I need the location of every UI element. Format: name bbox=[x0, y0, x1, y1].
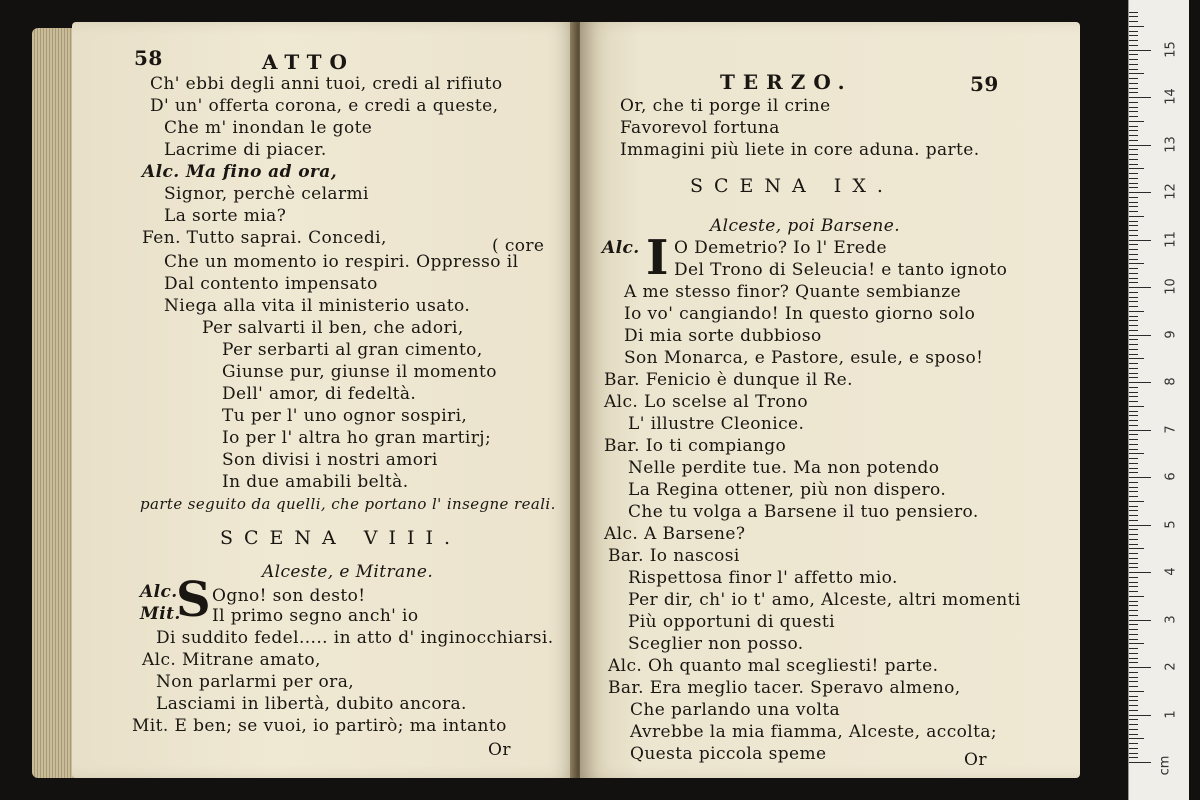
text-line: Che tu volga a Barsene il tuo pensiero. bbox=[628, 502, 979, 522]
text-line: Ch' ebbi degli anni tuoi, credi al rifiuto bbox=[150, 74, 503, 94]
ruler-tick bbox=[1129, 69, 1138, 70]
ruler-tick bbox=[1129, 159, 1138, 160]
ruler-tick bbox=[1129, 639, 1138, 640]
ruler-tick bbox=[1129, 31, 1138, 32]
ruler-tick bbox=[1129, 501, 1144, 502]
ruler-tick bbox=[1129, 757, 1138, 758]
text-line: Bar. Era meglio tacer. Speravo almeno, bbox=[608, 678, 961, 698]
ruler-tick bbox=[1129, 368, 1138, 369]
ruler-number: 1 bbox=[1163, 709, 1179, 719]
ruler-tick bbox=[1129, 691, 1144, 692]
ruler-tick bbox=[1129, 605, 1138, 606]
ruler-tick bbox=[1129, 615, 1138, 616]
ruler-number: 8 bbox=[1163, 377, 1179, 386]
ruler-tick bbox=[1129, 719, 1138, 720]
ruler-unit-label: cm bbox=[1157, 755, 1173, 776]
ruler-tick bbox=[1129, 648, 1138, 649]
ruler-tick bbox=[1129, 64, 1138, 65]
catchword: Or bbox=[964, 750, 987, 770]
ruler-tick bbox=[1129, 83, 1138, 84]
ruler-tick bbox=[1129, 268, 1138, 269]
ruler-number: 3 bbox=[1163, 614, 1179, 624]
page-number: 59 bbox=[970, 72, 999, 96]
ruler-tick bbox=[1129, 482, 1138, 483]
ruler-tick bbox=[1129, 620, 1151, 621]
text-line: Bar. Io nascosi bbox=[608, 546, 740, 566]
speaker-label: Alc. bbox=[140, 582, 178, 602]
text-line: Che un momento io respiri. Oppresso il bbox=[164, 252, 519, 272]
text-line: Alc. Lo scelse al Trono bbox=[604, 392, 808, 412]
ruler-tick bbox=[1129, 529, 1138, 530]
text-line: Alc. Oh quanto mal scegliesti! parte. bbox=[608, 656, 939, 676]
ruler-tick bbox=[1129, 411, 1138, 412]
text-line: Questa piccola speme bbox=[630, 744, 827, 764]
running-header: TERZO. bbox=[720, 70, 853, 94]
ruler-tick bbox=[1129, 240, 1151, 241]
ruler-tick bbox=[1129, 382, 1151, 383]
ruler-tick bbox=[1129, 339, 1138, 340]
ruler-tick bbox=[1129, 349, 1138, 350]
ruler-tick bbox=[1129, 653, 1138, 654]
ruler-tick bbox=[1129, 401, 1138, 402]
ruler-tick bbox=[1129, 358, 1144, 359]
text-line: Bar. Io ti compiango bbox=[604, 436, 787, 456]
ruler-tick bbox=[1129, 45, 1138, 46]
ruler-tick bbox=[1129, 582, 1138, 583]
ruler-tick bbox=[1129, 487, 1138, 488]
ruler-number: 4 bbox=[1163, 567, 1179, 576]
text-line: D' un' offerta corona, e credi a queste, bbox=[150, 96, 499, 116]
ruler-tick bbox=[1129, 325, 1138, 326]
text-line: Per salvarti il ben, che adori, bbox=[202, 318, 464, 338]
ruler-tick bbox=[1129, 715, 1151, 716]
text-line: Bar. Fenicio è dunque il Re. bbox=[604, 370, 853, 390]
ruler-tick bbox=[1129, 696, 1138, 697]
ruler-tick bbox=[1129, 111, 1138, 112]
ruler-number: 10 bbox=[1163, 278, 1179, 295]
ruler-tick bbox=[1129, 468, 1138, 469]
text-line: Lasciami in libertà, dubito ancora. bbox=[156, 694, 467, 714]
ruler-tick bbox=[1129, 515, 1138, 516]
ruler-tick bbox=[1129, 88, 1138, 89]
ruler-tick bbox=[1129, 373, 1138, 374]
text-line: Signor, perchè celarmi bbox=[164, 184, 369, 204]
text-line: Per dir, ch' io t' amo, Alceste, altri momenti bbox=[628, 590, 1021, 610]
text-line: Dell' amor, di fedeltà. bbox=[222, 384, 417, 404]
ruler-tick bbox=[1129, 40, 1138, 41]
ruler-tick bbox=[1129, 738, 1144, 739]
ruler-tick bbox=[1129, 282, 1138, 283]
ruler-tick bbox=[1129, 278, 1138, 279]
ruler-tick bbox=[1129, 344, 1138, 345]
ruler-number: 15 bbox=[1163, 40, 1179, 58]
ruler-tick bbox=[1129, 292, 1138, 293]
text-line: Di suddito fedel..... in atto d' inginocchiarsi. bbox=[156, 628, 554, 648]
text-line: Che m' inondan le gote bbox=[164, 118, 373, 138]
ruler-number: 14 bbox=[1163, 88, 1179, 105]
ruler-tick bbox=[1129, 591, 1138, 592]
open-book bbox=[32, 22, 1082, 782]
ruler-tick bbox=[1129, 21, 1138, 22]
ruler-tick bbox=[1129, 297, 1138, 298]
ruler-tick bbox=[1129, 26, 1144, 27]
text-line: Nelle perdite tue. Ma non potendo bbox=[628, 458, 940, 478]
ruler-tick bbox=[1129, 729, 1138, 730]
ruler-tick bbox=[1129, 491, 1138, 492]
ruler-tick bbox=[1129, 563, 1138, 564]
ruler-tick bbox=[1129, 477, 1151, 478]
ruler-tick bbox=[1129, 686, 1138, 687]
ruler-tick bbox=[1129, 164, 1138, 165]
ruler-number: 9 bbox=[1163, 329, 1179, 339]
ruler-tick bbox=[1129, 16, 1138, 17]
text-line: Giunse pur, giunse il momento bbox=[222, 362, 497, 382]
measuring-ruler bbox=[1128, 0, 1189, 800]
ruler-tick bbox=[1129, 301, 1138, 302]
ruler-tick bbox=[1129, 643, 1144, 644]
text-line: Son divisi i nostri amori bbox=[222, 450, 438, 470]
ruler-tick bbox=[1129, 734, 1138, 735]
ruler-tick bbox=[1129, 544, 1138, 545]
ruler-tick bbox=[1129, 596, 1144, 597]
scene-cast: Alceste, poi Barsene. bbox=[710, 216, 901, 236]
ruler-tick bbox=[1129, 50, 1151, 51]
ruler-tick bbox=[1129, 311, 1144, 312]
ruler-tick bbox=[1129, 230, 1138, 231]
text-line: Son Monarca, e Pastore, esule, e sposo! bbox=[624, 348, 984, 368]
ruler-tick bbox=[1129, 320, 1138, 321]
ruler-tick bbox=[1129, 145, 1151, 146]
ruler-tick bbox=[1129, 705, 1138, 706]
left-page bbox=[72, 22, 578, 778]
text-line: Del Trono di Seleucia! e tanto ignoto bbox=[674, 260, 1008, 280]
ruler-tick bbox=[1129, 434, 1138, 435]
ruler-tick bbox=[1129, 35, 1138, 36]
ruler-tick bbox=[1129, 306, 1138, 307]
text-line: Sceglier non posso. bbox=[628, 634, 804, 654]
ruler-tick bbox=[1129, 449, 1138, 450]
text-line: Niega alla vita il ministerio usato. bbox=[164, 296, 471, 316]
ruler-tick bbox=[1129, 130, 1138, 131]
ruler-number: 13 bbox=[1163, 135, 1179, 153]
ruler-tick bbox=[1129, 259, 1138, 260]
ruler-tick bbox=[1129, 458, 1138, 459]
ruler-tick bbox=[1129, 183, 1138, 184]
ruler-tick bbox=[1129, 173, 1138, 174]
scene-cast: Alceste, e Mitrane. bbox=[262, 562, 434, 582]
ruler-tick bbox=[1129, 539, 1138, 540]
text-line: O Demetrio? Io l' Erede bbox=[674, 238, 887, 258]
text-line: Non parlarmi per ora, bbox=[156, 672, 355, 692]
ruler-tick bbox=[1129, 415, 1138, 416]
scene-heading: SCENA VIII. bbox=[220, 527, 462, 549]
ruler-tick bbox=[1129, 472, 1138, 473]
ruler-tick bbox=[1129, 387, 1138, 388]
ruler-tick bbox=[1129, 610, 1138, 611]
speaker-label: Alc. bbox=[602, 238, 640, 258]
ruler-tick bbox=[1129, 135, 1138, 136]
ruler-tick bbox=[1129, 496, 1138, 497]
text-line: Mit. E ben; se vuoi, io partirò; ma intanto bbox=[132, 716, 507, 736]
ruler-tick bbox=[1129, 444, 1138, 445]
ruler-tick bbox=[1129, 425, 1138, 426]
ruler-tick bbox=[1129, 187, 1138, 188]
text-line: Alc. Mitrane amato, bbox=[142, 650, 321, 670]
drop-cap: I bbox=[646, 230, 669, 286]
ruler-tick bbox=[1129, 396, 1138, 397]
ruler-tick bbox=[1129, 330, 1138, 331]
scene-heading: SCENA IX. bbox=[690, 175, 894, 197]
text-line: Lacrime di piacer. bbox=[164, 140, 327, 160]
ruler-tick bbox=[1129, 558, 1138, 559]
text-line: L' illustre Cleonice. bbox=[628, 414, 805, 434]
ruler-tick bbox=[1129, 677, 1138, 678]
ruler-tick bbox=[1129, 78, 1138, 79]
ruler-tick bbox=[1129, 54, 1138, 55]
ruler-tick bbox=[1129, 363, 1138, 364]
page-number: 58 bbox=[134, 46, 163, 70]
running-header: ATTO bbox=[262, 50, 355, 74]
ruler-tick bbox=[1129, 221, 1138, 222]
ruler-tick bbox=[1129, 577, 1138, 578]
text-line: Più opportuni di questi bbox=[628, 612, 835, 632]
ruler-tick bbox=[1129, 12, 1138, 13]
text-line: ( core bbox=[492, 236, 545, 256]
ruler-tick bbox=[1129, 572, 1151, 573]
text-line: Io vo' cangiando! In questo giorno solo bbox=[624, 304, 976, 324]
ruler-tick bbox=[1129, 406, 1144, 407]
stage-direction: parte seguito da quelli, che portano l' insegne reali. bbox=[140, 495, 556, 513]
ruler-tick bbox=[1129, 629, 1138, 630]
ruler-tick bbox=[1129, 624, 1138, 625]
ruler-tick bbox=[1129, 225, 1138, 226]
ruler-tick bbox=[1129, 149, 1138, 150]
ruler-tick bbox=[1129, 202, 1138, 203]
ruler-number: 7 bbox=[1163, 424, 1179, 434]
text-line: Alc. A Barsene? bbox=[604, 524, 746, 544]
ruler-tick bbox=[1129, 601, 1138, 602]
text-line: Or, che ti porge il crine bbox=[620, 96, 831, 116]
text-line: Il primo segno anch' io bbox=[212, 606, 419, 626]
text-line: Io per l' altra ho gran martirj; bbox=[222, 428, 492, 448]
ruler-tick bbox=[1129, 140, 1138, 141]
ruler-tick bbox=[1129, 762, 1151, 763]
ruler-tick bbox=[1129, 254, 1138, 255]
ruler-tick bbox=[1129, 681, 1138, 682]
ruler-tick bbox=[1129, 672, 1138, 673]
text-line: A me stesso finor? Quante sembianze bbox=[624, 282, 962, 302]
ruler-tick bbox=[1129, 102, 1138, 103]
text-line: Per serbarti al gran cimento, bbox=[222, 340, 483, 360]
text-line: Avrebbe la mia fiamma, Alceste, accolta; bbox=[630, 722, 997, 742]
drop-cap: S bbox=[176, 572, 211, 628]
ruler-tick bbox=[1129, 586, 1138, 587]
ruler-number: 2 bbox=[1163, 662, 1179, 671]
ruler-tick bbox=[1129, 168, 1144, 169]
ruler-tick bbox=[1129, 525, 1151, 526]
ruler-tick bbox=[1129, 430, 1151, 431]
right-page bbox=[580, 22, 1080, 778]
ruler-tick bbox=[1129, 273, 1138, 274]
ruler-tick bbox=[1129, 97, 1151, 98]
ruler-number: 6 bbox=[1163, 472, 1179, 481]
ruler-tick bbox=[1129, 634, 1138, 635]
ruler-tick bbox=[1129, 73, 1144, 74]
ruler-tick bbox=[1129, 439, 1138, 440]
ruler-number: 12 bbox=[1163, 183, 1179, 200]
ruler-tick bbox=[1129, 567, 1138, 568]
ruler-tick bbox=[1129, 192, 1151, 193]
ruler-tick bbox=[1129, 92, 1138, 93]
ruler-tick bbox=[1129, 121, 1144, 122]
ruler-number: 5 bbox=[1163, 519, 1179, 529]
ruler-tick bbox=[1129, 211, 1138, 212]
text-line: Alc. Ma fino ad ora, bbox=[142, 162, 338, 182]
ruler-tick bbox=[1129, 206, 1138, 207]
text-line: Immagini più liete in core aduna. parte. bbox=[620, 140, 980, 160]
text-line: Fen. Tutto saprai. Concedi, bbox=[142, 228, 387, 248]
ruler-tick bbox=[1129, 216, 1144, 217]
text-line: In due amabili beltà. bbox=[222, 472, 409, 492]
ruler-tick bbox=[1129, 59, 1138, 60]
ruler-tick bbox=[1129, 724, 1138, 725]
text-line: Che parlando una volta bbox=[630, 700, 841, 720]
ruler-tick bbox=[1129, 553, 1138, 554]
ruler-tick bbox=[1129, 178, 1138, 179]
ruler-tick bbox=[1129, 354, 1138, 355]
ruler-tick bbox=[1129, 197, 1138, 198]
ruler-tick bbox=[1129, 510, 1138, 511]
ruler-tick bbox=[1129, 453, 1144, 454]
ruler-tick bbox=[1129, 249, 1138, 250]
ruler-tick bbox=[1129, 235, 1138, 236]
ruler-tick bbox=[1129, 520, 1138, 521]
ruler-tick bbox=[1129, 743, 1138, 744]
ruler-tick bbox=[1129, 506, 1138, 507]
ruler-tick bbox=[1129, 287, 1151, 288]
ruler-tick bbox=[1129, 753, 1138, 754]
ruler-tick bbox=[1129, 534, 1138, 535]
ruler-tick bbox=[1129, 263, 1144, 264]
ruler-tick bbox=[1129, 316, 1138, 317]
ruler-tick bbox=[1129, 658, 1138, 659]
text-line: Dal contento impensato bbox=[164, 274, 378, 294]
ruler-tick bbox=[1129, 548, 1144, 549]
ruler-tick bbox=[1129, 392, 1138, 393]
ruler-tick bbox=[1129, 126, 1138, 127]
text-line: Tu per l' uno ognor sospiri, bbox=[222, 406, 468, 426]
ruler-tick bbox=[1129, 107, 1138, 108]
ruler-number: 11 bbox=[1163, 230, 1179, 248]
ruler-tick bbox=[1129, 377, 1138, 378]
ruler-tick bbox=[1129, 420, 1138, 421]
ruler-tick bbox=[1129, 700, 1138, 701]
ruler-tick bbox=[1129, 335, 1151, 336]
ruler-tick bbox=[1129, 244, 1138, 245]
ruler-tick bbox=[1129, 748, 1138, 749]
ruler-tick bbox=[1129, 463, 1138, 464]
ruler-tick bbox=[1129, 667, 1151, 668]
text-line: La Regina ottener, più non dispero. bbox=[628, 480, 947, 500]
ruler-tick bbox=[1129, 662, 1138, 663]
text-line: La sorte mia? bbox=[164, 206, 287, 226]
catchword: Or bbox=[488, 740, 511, 760]
ruler-tick bbox=[1129, 116, 1138, 117]
text-line: Ogno! son desto! bbox=[212, 586, 366, 606]
ruler-tick bbox=[1129, 710, 1138, 711]
text-line: Rispettosa finor l' affetto mio. bbox=[628, 568, 898, 588]
text-line: Di mia sorte dubbioso bbox=[624, 326, 822, 346]
text-line: Favorevol fortuna bbox=[620, 118, 780, 138]
speaker-label: Mit. bbox=[140, 604, 181, 624]
ruler-tick bbox=[1129, 154, 1138, 155]
